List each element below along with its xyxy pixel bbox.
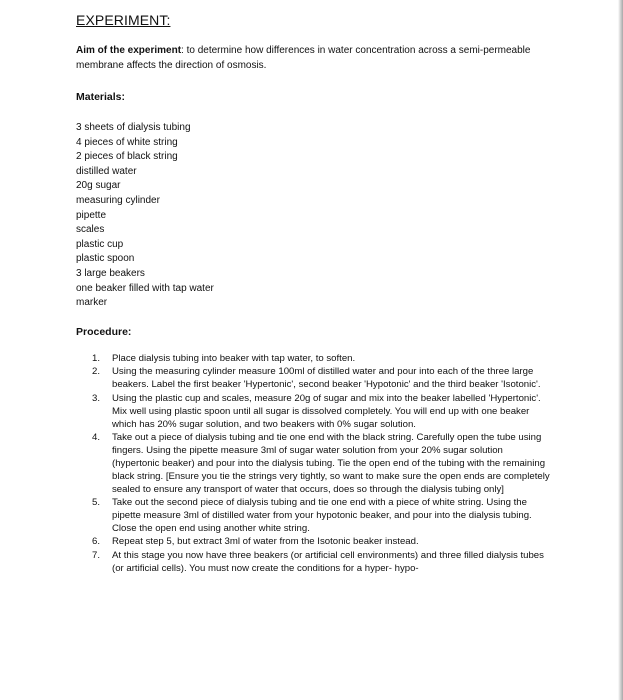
material-item: measuring cylinder [76,194,160,206]
procedure-step [92,353,552,366]
step-number: 7. [92,549,101,561]
procedure-step [92,432,552,497]
step-text: Place dialysis tubing into beaker with tap water, to soften. [112,353,356,364]
step-number: 5. [92,496,101,508]
page-edge-shadow [618,0,623,700]
step-text: Take out the second piece of dialysis tubing and tie one end with a piece of white string. Using the pipette measure 3ml of distilled water from your hypotonic beaker, and pour into the dialysis tubing. Close the open end using another white string. [112,496,532,534]
procedure-step [92,550,552,576]
procedure-step [92,497,552,536]
material-item: 20g sugar [76,180,121,192]
material-item: distilled water [76,165,137,177]
material-item: 2 pieces of black string [76,151,178,163]
material-item: 4 pieces of white string [76,136,178,148]
material-item: plastic spoon [76,253,135,265]
material-item: marker [76,297,108,309]
material-item: pipette [76,209,107,221]
procedure-list [92,353,552,576]
material-item: 3 sheets of dialysis tubing [76,122,191,133]
material-item: 3 large beakers [76,267,145,279]
procedure-step [92,393,552,432]
step-number: 3. [92,392,101,404]
step-text: Using the plastic cup and scales, measure 20g of sugar and mix into the beaker labelled 'Hypertonic'. Mix well using plastic spoon until all sugar is dissolved completely. You will end up with one beaker which has 20% sugar solution, and two beakers with 0% sugar solution. [112,392,541,430]
aim-label: Aim of the experiment [76,45,182,56]
aim-paragraph [76,44,556,73]
materials-list [76,121,214,311]
material-item: scales [76,224,105,236]
document-title: EXPERIMENT: [76,12,171,28]
step-number: 6. [92,536,101,548]
step-number: 2. [92,366,101,378]
material-item: one beaker filled with tap water [76,282,214,294]
procedure-step [92,536,552,549]
aim-text: : to determine how differences in water concentration across a semi-permeable membrane affects the direction of osmosis. [76,45,531,71]
material-item: plastic cup [76,238,124,250]
materials-heading: Materials: [76,91,126,103]
procedure-step [92,366,552,392]
step-number: 4. [92,431,101,443]
step-text: Repeat step 5, but extract 3ml of water from the Isotonic beaker instead. [112,536,419,548]
procedure-heading: Procedure: [76,326,132,338]
step-text: Take out a piece of dialysis tubing and tie one end with the black string. Carefully open the tube using fingers. Using the pipette measure 3ml of sugar water solution from your 20% sugar solution (hypertonic beaker) and pour into the dialysis tubing. Tie the open end of the tubing with the remaining black string. [Ensure you tie the strings very tightly, so want to make sure the open ends are completely sealed to ensure any transport of water that occurs, does so through the dialysis tubing only] [112,431,550,495]
step-number: 1. [92,353,101,364]
step-text: At this stage you now have three beakers (or artificial cell environments) and three filled dialysis tubes (or artificial cells). You must now create the conditions for a hyper- hypo- [112,549,544,574]
step-text: Using the measuring cylinder measure 100ml of distilled water and pour into each of the three large beakers. Label the first beaker 'Hypertonic', second beaker 'Hypotonic' and the third beaker 'Isotonic'. [112,366,541,391]
